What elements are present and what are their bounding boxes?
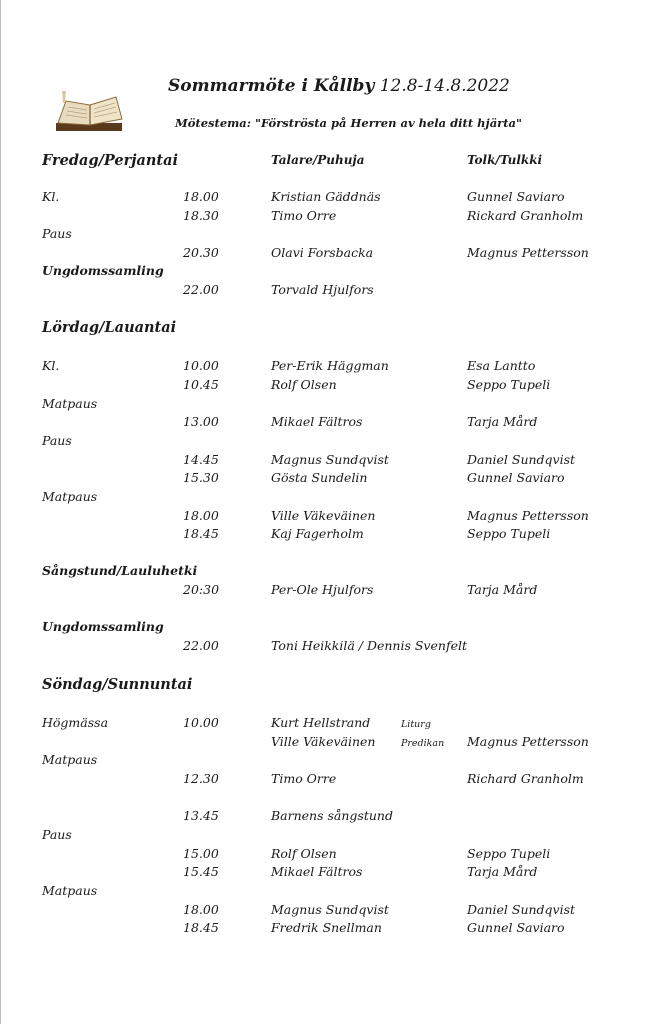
lunch-break-label: Matpaus [42,396,98,411]
interpreter: Esa Lantto [467,358,536,373]
interpreter-column-header: Tolk/Tulkki [467,153,543,167]
time: 18.00 [183,508,219,523]
role-label: Liturg [401,719,431,730]
lunch-break-label: Matpaus [42,883,98,898]
time: 20:30 [183,582,220,597]
speaker: Magnus Sundqvist [271,902,389,917]
speaker: Timo Orre [271,771,337,786]
time: 10.45 [183,377,219,392]
time: 13.00 [183,414,219,429]
speaker: Olavi Forsbacka [271,245,374,260]
speaker: Timo Orre [271,208,337,223]
time: 20.30 [183,245,219,260]
interpreter: Daniel Sundqvist [467,902,576,917]
interpreter: Gunnel Saviaro [467,189,565,204]
interpreter: Rickard Granholm [467,208,584,223]
interpreter: Gunnel Saviaro [467,470,565,485]
time: 22.00 [183,638,219,653]
speaker: Magnus Sundqvist [271,452,389,467]
page-title: Sommarmöte i Kållby 12.8-14.8.2022 [168,76,510,96]
time: 15.45 [183,864,219,879]
speaker: Kurt Hellstrand [271,715,371,730]
speaker: Barnens sångstund [271,808,393,823]
interpreter: Tarja Mård [467,582,538,597]
time: 13.45 [183,808,219,823]
youth-meeting-label: Ungdomssamling [42,263,164,278]
time: 10.00 [183,358,219,373]
high-mass-label: Högmässa [42,715,109,730]
role-label: Predikan [401,738,445,749]
speaker: Fredrik Snellman [271,920,382,935]
break-label: Paus [42,827,72,842]
time: 12.30 [183,771,219,786]
speaker-column-header: Talare/Puhuja [271,153,365,167]
time: 22.00 [183,282,219,297]
interpreter: Richard Granholm [467,771,584,786]
interpreter: Seppo Tupeli [467,846,551,861]
interpreter: Daniel Sundqvist [467,452,576,467]
interpreter: Seppo Tupeli [467,377,551,392]
speaker: Ville Väkeväinen [271,734,376,749]
time: 18.00 [183,189,219,204]
break-label: Paus [42,433,72,448]
time: 14.45 [183,452,219,467]
interpreter: Gunnel Saviaro [467,920,565,935]
kl-label: Kl. [42,358,60,373]
open-book-icon [54,89,126,133]
sunday-heading: Söndag/Sunnuntai [42,676,193,693]
friday-heading: Fredag/Perjantai [42,152,179,169]
time: 18.30 [183,208,219,223]
page-edge [0,0,1,1024]
saturday-heading: Lördag/Lauantai [42,319,177,336]
lunch-break-label: Matpaus [42,752,98,767]
interpreter: Magnus Pettersson [467,508,589,523]
song-hour-label: Sångstund/Lauluhetki [42,563,198,578]
interpreter: Seppo Tupeli [467,526,551,541]
speaker: Per-Ole Hjulfors [271,582,374,597]
time: 18.45 [183,920,219,935]
time: 18.45 [183,526,219,541]
time: 15.00 [183,846,219,861]
speaker: Kaj Fagerholm [271,526,364,541]
lunch-break-label: Matpaus [42,489,98,504]
speaker: Ville Väkeväinen [271,508,376,523]
time: 18.00 [183,902,219,917]
speaker: Rolf Olsen [271,846,337,861]
speaker: Mikael Fältros [271,864,363,879]
interpreter: Magnus Pettersson [467,734,589,749]
speaker: Rolf Olsen [271,377,337,392]
interpreter: Magnus Pettersson [467,245,589,260]
time: 10.00 [183,715,219,730]
kl-label: Kl. [42,189,60,204]
speaker: Per-Erik Häggman [271,358,389,373]
meeting-theme: Mötestema: "Förströsta på Herren av hela ditt hjärta" [175,116,522,130]
speaker: Gösta Sundelin [271,470,368,485]
speaker: Torvald Hjulfors [271,282,374,297]
interpreter: Tarja Mård [467,864,538,879]
youth-meeting-label: Ungdomssamling [42,619,164,634]
speaker: Kristian Gäddnäs [271,189,381,204]
time: 15.30 [183,470,219,485]
break-label: Paus [42,226,72,241]
speaker: Mikael Fältros [271,414,363,429]
speaker: Toni Heikkilä / Dennis Svenfelt [271,638,467,653]
interpreter: Tarja Mård [467,414,538,429]
